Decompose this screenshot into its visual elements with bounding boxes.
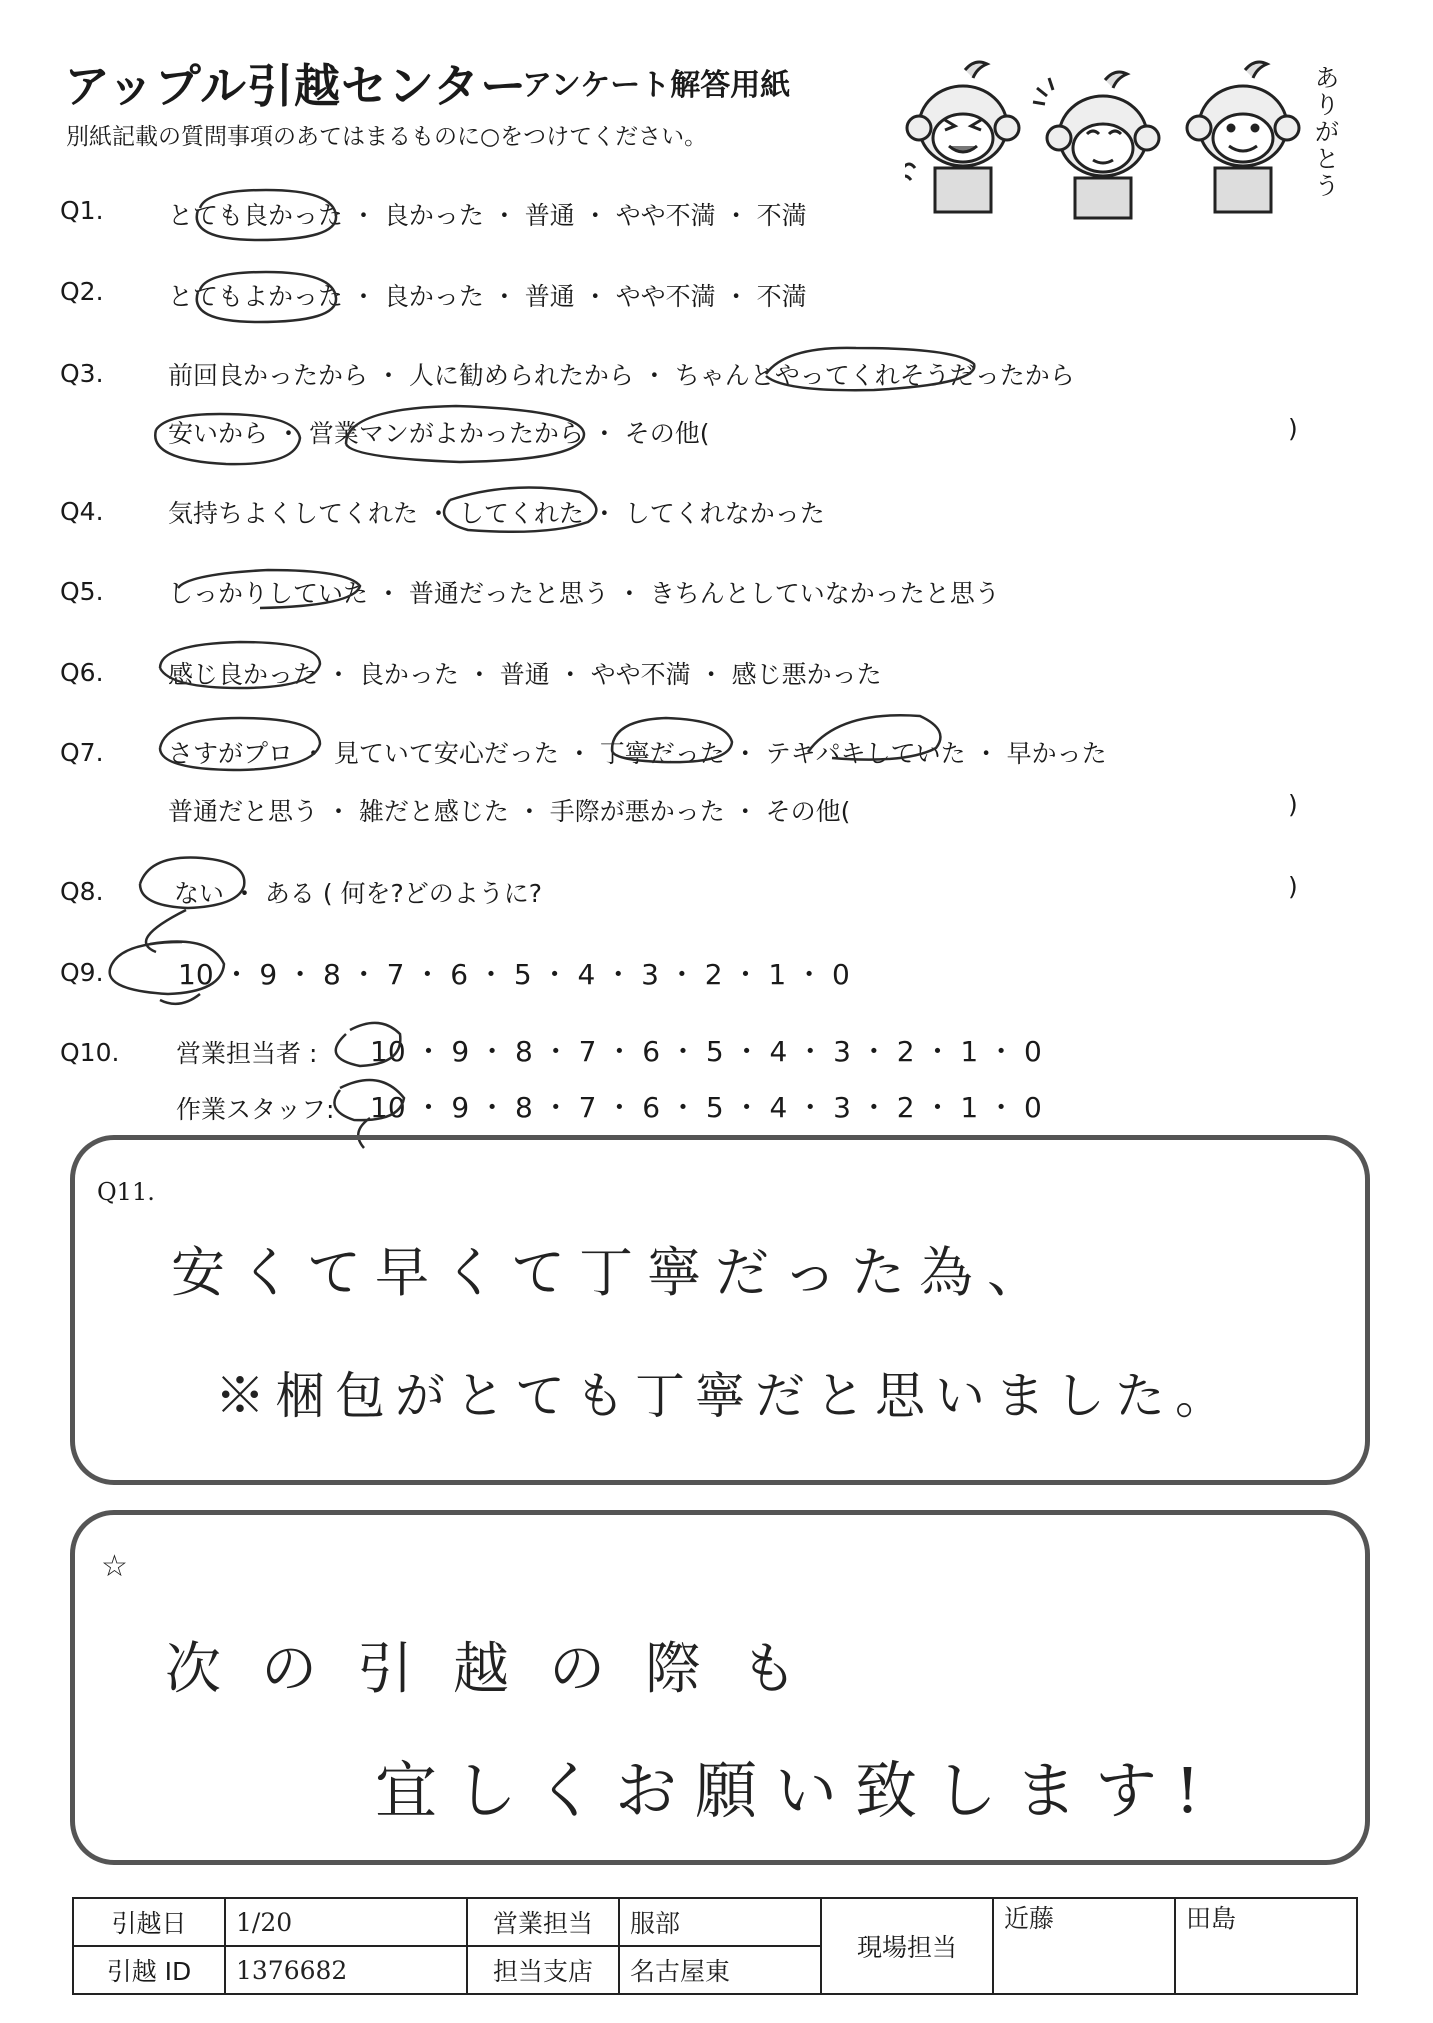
q3-options-line2[interactable]: 安いから ・ 営業マンがよかったから ・ その他( bbox=[168, 419, 710, 448]
site-staff-1[interactable]: 近藤 bbox=[993, 1898, 1175, 1994]
q3-paren-close: ) bbox=[1288, 414, 1298, 443]
q6-options[interactable]: 感じ良かった ・ 良かった ・ 普通 ・ やや不満 ・ 感じ悪かった bbox=[168, 660, 882, 689]
q7-number: Q7. bbox=[60, 738, 104, 767]
q11-label: Q11. bbox=[97, 1178, 155, 1206]
move-id-label: 引越 ID bbox=[73, 1946, 225, 1994]
monkey-laughing-icon bbox=[905, 62, 1019, 212]
q9-scale[interactable]: 10 ・ 9 ・ 8 ・ 7 ・ 6 ・ 5 ・ 4 ・ 3 ・ 2 ・ 1 ・ 0 bbox=[178, 958, 850, 991]
q11-comment-box[interactable] bbox=[70, 1135, 1370, 1485]
brand-title: アップル引越センター bbox=[64, 59, 528, 113]
move-date-label: 引越日 bbox=[73, 1898, 225, 1946]
branch-label: 担当支店 bbox=[467, 1946, 619, 1994]
sales-rep-value[interactable]: 服部 bbox=[619, 1898, 821, 1946]
form-subtitle: アンケート解答用紙 bbox=[522, 68, 791, 103]
q3-number: Q3. bbox=[60, 359, 104, 388]
q1-number: Q1. bbox=[60, 196, 104, 225]
q3-options-line1[interactable]: 前回良かったから ・ 人に勧められたから ・ ちゃんとやってくれそうだったから bbox=[168, 361, 1075, 390]
q10-sales-scale[interactable]: 10 ・ 9 ・ 8 ・ 7 ・ 6 ・ 5 ・ 4 ・ 3 ・ 2 ・ 1 ・ 0 bbox=[370, 1035, 1042, 1068]
q11-comment-line2: ※梱包がとても丁寧だと思いました。 bbox=[215, 1367, 1235, 1425]
q5-number: Q5. bbox=[60, 577, 104, 606]
sales-rep-label: 営業担当 bbox=[467, 1898, 619, 1946]
monkey-smiling-icon bbox=[1187, 62, 1299, 212]
move-date-value[interactable]: 1/20 bbox=[225, 1898, 467, 1946]
q8-paren-close: ) bbox=[1288, 872, 1298, 901]
q7-options-line2[interactable]: 普通だと思う ・ 雑だと感じた ・ 手際が悪かった ・ その他( bbox=[168, 797, 851, 826]
star-icon: ☆ bbox=[101, 1549, 128, 1584]
q7-paren-close: ) bbox=[1288, 790, 1298, 819]
q2-number: Q2. bbox=[60, 277, 104, 306]
branch-value[interactable]: 名古屋東 bbox=[619, 1946, 821, 1994]
star-comment-line1: 次の引越の際も bbox=[165, 1637, 837, 1702]
q10-sales-label: 営業担当者 : bbox=[176, 1039, 318, 1068]
q10-staff-scale[interactable]: 10 ・ 9 ・ 8 ・ 7 ・ 6 ・ 5 ・ 4 ・ 3 ・ 2 ・ 1 ・ 0 bbox=[370, 1091, 1042, 1124]
site-staff-label: 現場担当 bbox=[821, 1898, 993, 1994]
q7-options-line1[interactable]: さすがプロ ・ 見ていて安心だった ・ 丁寧だった ・ テキパキしていた ・ 早かった bbox=[168, 739, 1107, 768]
q1-options[interactable]: とても良かった ・ 良かった ・ 普通 ・ やや不満 ・ 不満 bbox=[168, 201, 807, 230]
move-id-value[interactable]: 1376682 bbox=[225, 1946, 467, 1994]
star-comment-line2: 宜しくお願い致します! bbox=[375, 1754, 1218, 1827]
q10-number: Q10. bbox=[60, 1038, 120, 1067]
monkey-blushing-icon bbox=[1033, 72, 1159, 218]
q9-number: Q9. bbox=[60, 958, 104, 987]
site-staff-2[interactable]: 田島 bbox=[1175, 1898, 1357, 1994]
q4-number: Q4. bbox=[60, 497, 104, 526]
q2-options[interactable]: とてもよかった ・ 良かった ・ 普通 ・ やや不満 ・ 不満 bbox=[168, 282, 807, 311]
move-info-table bbox=[72, 1897, 1358, 1995]
q8-number: Q8. bbox=[60, 877, 104, 906]
q11-comment-line1: 安くて早くて丁寧だった為、 bbox=[171, 1241, 1055, 1304]
q6-number: Q6. bbox=[60, 658, 104, 687]
thanks-text: ありがとう bbox=[1315, 64, 1339, 200]
q4-options[interactable]: 気持ちよくしてくれた ・ してくれた ・ してくれなかった bbox=[168, 499, 825, 528]
mascot-illustration bbox=[905, 58, 1335, 228]
q8-options[interactable]: ない ・ ある ( 何を?どのように? bbox=[174, 879, 543, 908]
additional-comment-box[interactable] bbox=[70, 1510, 1370, 1865]
q5-options[interactable]: しっかりしていた ・ 普通だったと思う ・ きちんとしていなかったと思う bbox=[168, 579, 1000, 608]
instruction-text: 別紙記載の質問事項のあてはまるものに○をつけてください。 bbox=[66, 124, 708, 150]
q10-staff-label: 作業スタッフ: bbox=[176, 1095, 335, 1124]
